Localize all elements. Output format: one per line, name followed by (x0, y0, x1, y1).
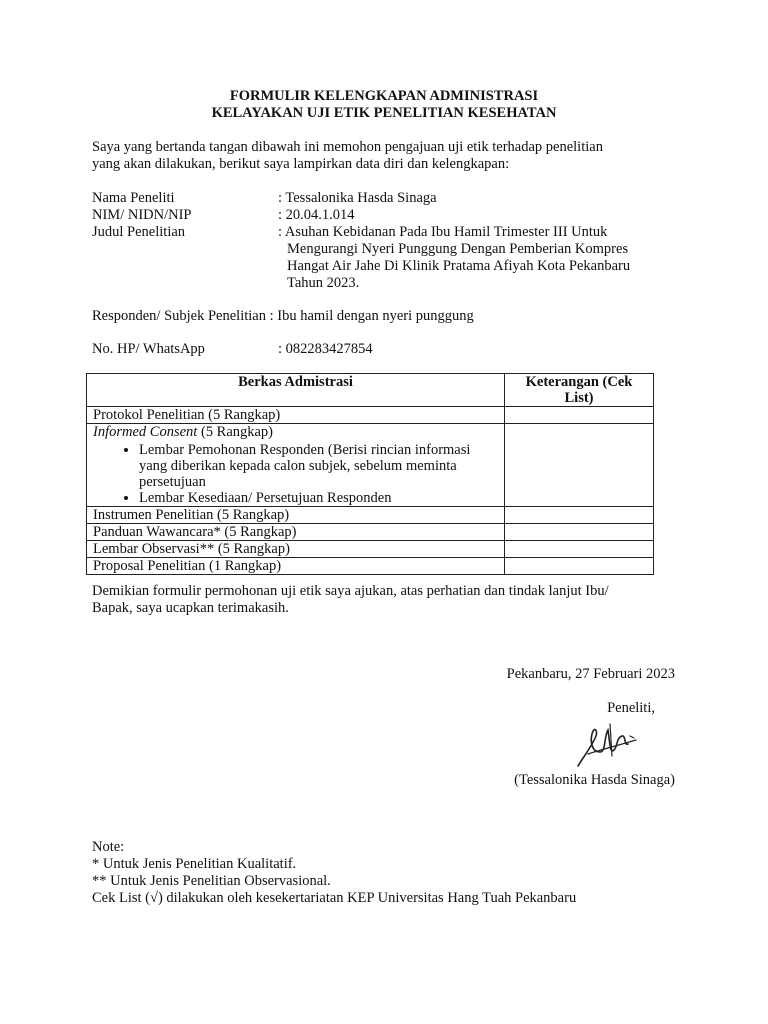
note-heading: Note: (92, 839, 125, 855)
judul-line3: Hangat Air Jahe Di Klinik Pratama Afiyah Kota Pekanbaru (287, 258, 631, 274)
intro-line2: yang akan dilakukan, berikut saya lampirkan data diri dan kelengkapan: (92, 156, 510, 172)
table-row (87, 407, 654, 424)
table-row (87, 524, 654, 541)
signer-name: (Tessalonika Hasda Sinaga) (514, 772, 675, 788)
signature-mark (570, 716, 645, 774)
form-title-line2: KELAYAKAN UJI ETIK PENELITIAN KESEHATAN (211, 105, 557, 121)
row-observasi: Lembar Observasi** (5 Rangkap) (87, 541, 505, 558)
header-keterangan: Keterangan (Cek List) (505, 374, 654, 407)
list-item (139, 490, 498, 506)
bullet1-line3: persetujuan (139, 474, 206, 490)
informed-consent-count: (5 Rangkap) (197, 424, 274, 440)
hp-value: : 082283427854 (278, 341, 373, 357)
checklist-cell (505, 524, 654, 541)
table-row (87, 541, 654, 558)
note-observasional: ** Untuk Jenis Penelitian Observasional. (92, 873, 331, 889)
nama-value: : Tessalonika Hasda Sinaga (278, 190, 437, 206)
note-kualitatif: * Untuk Jenis Penelitian Kualitatif. (92, 856, 297, 872)
list-item (139, 442, 498, 490)
consent-items (93, 442, 498, 506)
signer-role: Peneliti, (607, 700, 655, 716)
table-row (87, 424, 654, 507)
nim-label: NIM/ NIDN/NIP (92, 207, 192, 223)
row-instrumen: Instrumen Penelitian (5 Rangkap) (87, 507, 505, 524)
bullet1-line1: Lembar Pemohonan Responden (Berisi rincian informasi (139, 442, 471, 458)
responden-line: Responden/ Subjek Penelitian : Ibu hamil dengan nyeri punggung (92, 308, 474, 324)
informed-consent-label: Informed Consent (93, 424, 198, 440)
table-row (87, 507, 654, 524)
row-proposal: Proposal Penelitian (1 Rangkap) (87, 558, 505, 575)
note-checklist: Cek List (√) dilakukan oleh kesekertariatan KEP Universitas Hang Tuah Pekanbaru (92, 890, 577, 906)
bullet2: Lembar Kesediaan/ Persetujuan Responden (139, 490, 392, 506)
place-date: Pekanbaru, 27 Februari 2023 (506, 666, 675, 682)
judul-line1: : Asuhan Kebidanan Pada Ibu Hamil Trimester III Untuk (278, 224, 608, 240)
row-panduan: Panduan Wawancara* (5 Rangkap) (87, 524, 505, 541)
judul-label: Judul Penelitian (92, 224, 186, 240)
form-title-line1: FORMULIR KELENGKAPAN ADMINISTRASI (229, 88, 539, 104)
closing-line2: Bapak, saya ucapkan terimakasih. (92, 600, 289, 616)
closing-line1: Demikian formulir permohonan uji etik saya ajukan, atas perhatian dan tindak lanjut Ibu/ (92, 583, 609, 599)
checklist-cell (505, 507, 654, 524)
header-berkas: Berkas Admistrasi (87, 374, 505, 407)
checklist-cell (505, 541, 654, 558)
table-row (87, 558, 654, 575)
hp-label: No. HP/ WhatsApp (92, 341, 205, 357)
row-protokol: Protokol Penelitian (5 Rangkap) (87, 407, 505, 424)
table-header-row (87, 374, 654, 407)
checklist-cell (505, 407, 654, 424)
nim-value: : 20.04.1.014 (278, 207, 355, 223)
intro-line1: Saya yang bertanda tangan dibawah ini memohon pengajuan uji etik terhadap penelitian (92, 139, 603, 155)
checklist-cell (505, 558, 654, 575)
bullet1-line2: yang diberikan kepada calon subjek, sebelum meminta (139, 458, 457, 474)
judul-line4: Tahun 2023. (287, 275, 360, 291)
row-informed-consent (87, 424, 505, 507)
berkas-table (86, 373, 654, 575)
checklist-cell (505, 424, 654, 507)
nama-label: Nama Peneliti (92, 190, 175, 206)
judul-line2: Mengurangi Nyeri Punggung Dengan Pemberian Kompres (287, 241, 629, 257)
